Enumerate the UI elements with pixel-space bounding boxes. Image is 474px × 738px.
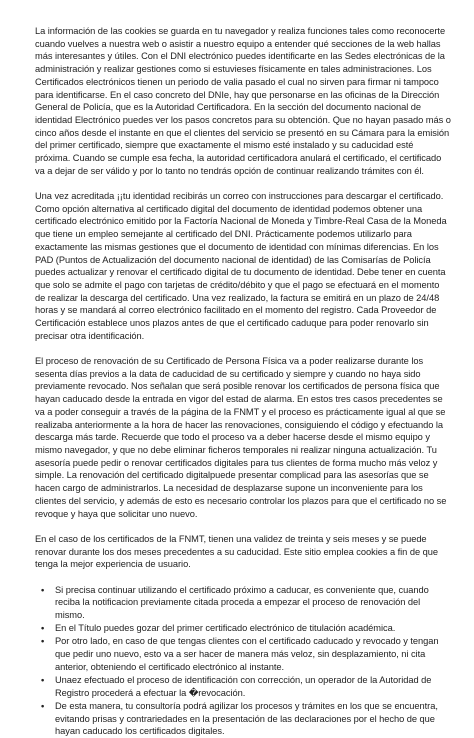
bullet-list [35,584,451,738]
list-item [41,674,451,699]
paragraph-fnmt-validity: En el caso de los certificados de la FNMT, tienen una validez de treinta y seis meses y se puede renovar durante los dos meses precedentes a su caducidad. Este sitio emplea cookies a fin de que tenga la mejor experiencia de usuario. [35,533,438,570]
bullet-dot-icon: • [41,700,45,711]
paragraph-renewal-process: El proceso de renovación de su Certificado de Persona Física va a poder realizarse durante los sesenta días previos a la data de caducidad de su certificado y siempre y cuando no haya sido previamente revocado. Nos señalan que será posible renovar los certificados de persona física que hayan caducado desde la entrada en vigor del estad de alarma. En estos tres casos precedentes se va a poder conseguir a través de la página de la FNMT y el proceso es prácticamente igual al que se realizaba anteriormente a la hora de hacer las renovaciones, consiguiendo el código y efectuando la descarga más tarde. Recuerde que todo el proceso va a deber hacerse desde el mismo equipo y mismo navegador, y que no debe eliminar ficheros temporales ni realizar ninguna actualización. Tu asesoría puede pedir o renovar certificados digitales para tus clientes de forma mucho más veloz y simple. La renovación del certificado digitalpuede presentar complicad para las asesorías que se hacen cargo de administrarlos. La necesidad de desplazarse supone un inconveniente para los clientes del servicio, y además de esto es necesario controlar los plazos para que el certificado no se revoque y haya que solicitar uno nuevo. [35,356,447,519]
list-item-text: Si precisa continuar utilizando el certificado próximo a caducar, es conveniente que, cuando reciba la notificacion previamente citada proceda a empezar el proceso de renovación del mismo. [55,584,429,620]
list-item [41,584,451,622]
list-item-text: En el Título puedes gozar del primer certificado electrónico de titulación académica. [55,623,396,634]
bullet-dot-icon: • [41,636,45,647]
paragraph-cookies-dnie: La información de las cookies se guarda en tu navegador y realiza funciones tales como reconocerte cuando vuelves a nuestra web o asistir a nuestro equipo a entender qué secciones de la web hallas más interesantes y útiles. Con el DNI electrónico puedes identificarte en las Sedes electrónicas de la administración y realizar gestiones como si estuvieses físicamente en tales administraciones. Los Certificados electrónicos tienen un periodo de valia pasado el cual no sirven para firmar ni tampoco para identificarse. En el caso concreto del DNIe, hay que personarse en las oficinas de la Dirección General de Policía, que es la Autoridad Certificadora. En la sección del documento nacional de identidad Electrónico puedes ver los pasos concretos para su obtención. Que no hayan pasado más o cinco años desde el instante en que el clientes del servicio se presentó en su Cámara para la emisión del primer certificado, siempre que exactamente el mismo esté instalado y su caducidad esté próxima. Cuando se cumple esa fecha, la autoridad certificadora anulará el certificado, el certificado va a dejar de ser válido y por lo tanto no tendrás opción de continuar realizando trámites con él. [35,26,451,176]
list-item-text: De esta manera, tu consultoría podrá agilizar los procesos y trámites en los que se encuentra, evitando prisas y contrariedades en la presentación de las declaraciones por el hecho de que hayan caducado los certificados digitales. [55,700,438,737]
list-item [41,635,451,673]
list-item [41,700,451,738]
list-item-text: Por otro lado, en caso de que tengas clientes con el certificado caducado y revocado y tengan que pedir uno nuevo, esto va a ser hacer de manera más veloz, sin desplazamiento, ni cita anterior, obteniendo el certificado electrónico al instante. [55,636,439,672]
paragraph-identity-certificate: Una vez acreditada ¡¡tu identidad recibirás un correo con instrucciones para descargar el certificado. Como opción alternativa al certificado digital del documento de identidad podemos obtener una certificado electrónico emitido por la Factoría Nacional de Moneda y Timbre-Real Casa de la Moneda que tiene un empleo semejante al certificado del DNI. Prácticamente podemos utilizarlo para exactamente las mismas gestiones que el documento de identidad con mínimas diferencias. En los PAD (Puntos de Actualización del documento nacional de identidad) de las Comisarías de Policía puedes actualizar y renovar el certificado digital de tu documento de identidad. Debe tener en cuenta que solo se admite el pago con tarjetas de crédito/débito y que el pago se efectuará en el momento de realizar la descarga del certificado. Una vez realizado, la factura se emitirá en un plazo de 24/48 horas y se mandará al correo electrónico facilitado en el momento del registro. Cada Proveedor de Certificación establece unos plazos antes de que el certificado caduque para poder renovarlo sin precisar otra identificación. [35,191,447,341]
bullet-dot-icon: • [41,584,45,595]
list-item [41,622,451,635]
bullet-dot-icon: • [41,674,45,685]
list-item-text: Unaez efectuado el proceso de identificación con corrección, un operador de la Autoridad de Registro procederá a efectuar la �revocación. [55,674,432,698]
bullet-dot-icon: • [41,623,45,634]
